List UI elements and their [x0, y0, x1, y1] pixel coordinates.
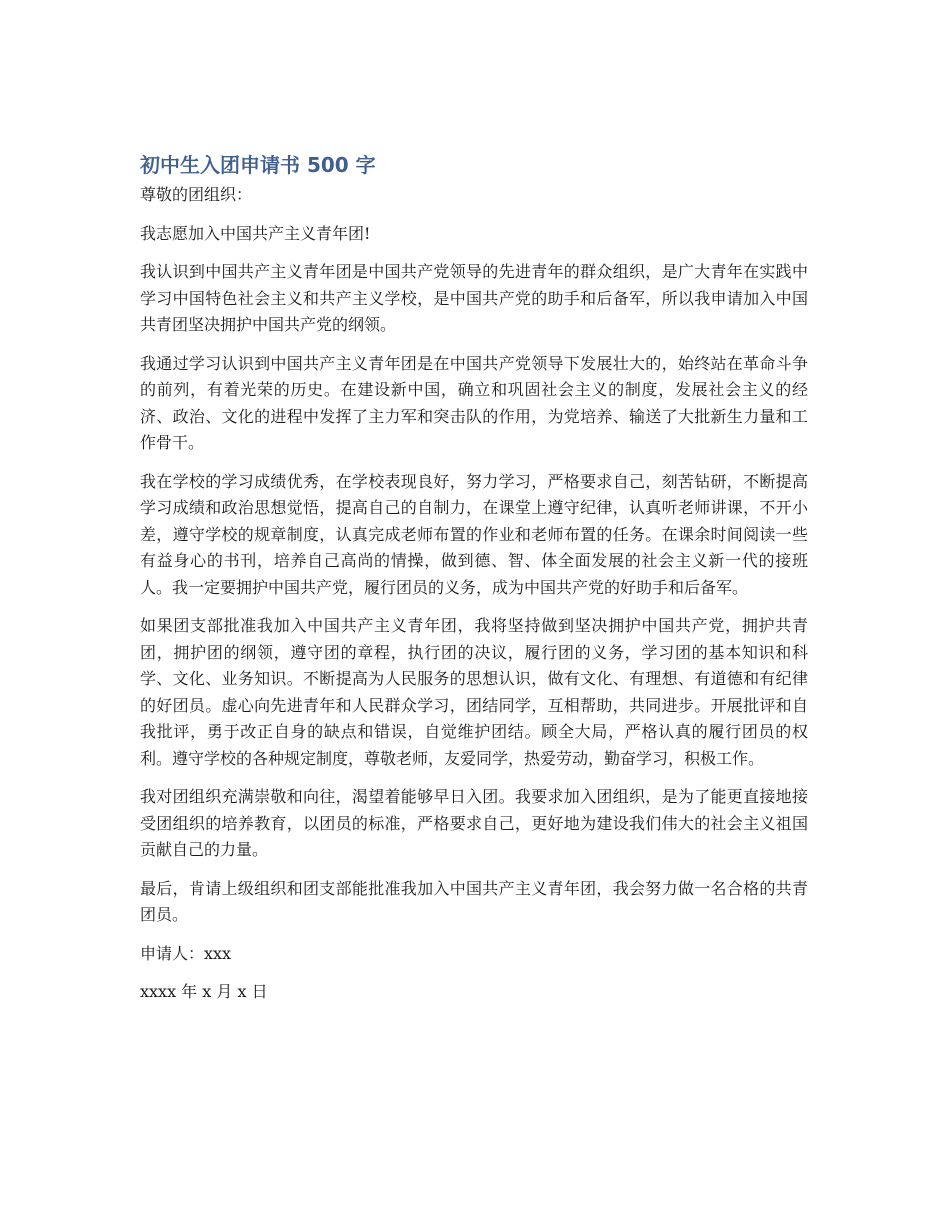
paragraph-aspiration: 我对团组织充满崇敬和向往，渴望着能够早日入团。我要求加入团组织，是为了能更直接地接受团组织的培养教育，以团员的标准，严格要求自己，更好地为建设我们伟大的社会主义祖国贡献自己的力量。	[140, 787, 808, 859]
paragraph-closing: 最后，肯请上级组织和团支部能批准我加入中国共产主义青年团，我会努力做一名合格的共青团员。	[140, 878, 808, 924]
application-date: xxxx 年 x 月 x 日	[140, 982, 268, 1001]
paragraph-commitment: 如果团支部批准我加入中国共产主义青年团，我将坚持做到坚决拥护中国共产党，拥护共青团，拥护团的纲领，遵守团的章程，执行团的决议，履行团的义务，学习团的基本知识和科学、文化、业务知识。不断提高为人民服务的思想认识，做有文化、有理想、有道德和有纪律的好团员。虚心向先进青年和人民群众学习，团结同学，互相帮助，共同进步。开展批评和自我批评，勇于改正自身的缺点和错误，自觉维护团结。顾全大局，严格认真的履行团员的权利。遵守学校的各种规定制度，尊敬老师，友爱同学，热爱劳动，勤奋学习，积极工作。	[140, 616, 808, 768]
salutation: 尊敬的团组织：	[140, 185, 253, 204]
document-title: 初中生入团申请书 500 字	[140, 153, 376, 177]
document-page	[140, 150, 808, 1018]
paragraph-school-performance: 我在学校的学习成绩优秀，在学校表现良好，努力学习，严格要求自己，刻苦钻研，不断提高学习成绩和政治思想觉悟，提高自己的自制力，在课堂上遵守纪律，认真听老师讲课，不开小差，遵守学校的规章制度，认真完成老师布置的作业和老师布置的任务。在课余时间阅读一些有益身心的书刊，培养自己高尚的情操，做到德、智、体全面发展的社会主义新一代的接班人。我一定要拥护中国共产党，履行团员的义务，成为中国共产党的好助手和后备军。	[140, 471, 808, 597]
applicant-signature: 申请人：xxx	[140, 943, 232, 963]
paragraph-understanding: 我认识到中国共产主义青年团是中国共产党领导的先进青年的群众组织，是广大青年在实践中学习中国特色社会主义和共产主义学校，是中国共产党的助手和后备军，所以我申请加入中国共青团坚决拥护中国共产党的纲领。	[140, 262, 808, 334]
paragraph-declaration: 我志愿加入中国共产主义青年团!	[140, 223, 371, 243]
paragraph-history: 我通过学习认识到中国共产主义青年团是在中国共产党领导下发展壮大的，始终站在革命斗争的前列，有着光荣的历史。在建设新中国，确立和巩固社会主义的制度，发展社会主义的经济、政治、文化的进程中发挥了主力军和突击队的作用，为党培养、输送了大批新生力量和工作骨干。	[140, 353, 808, 452]
